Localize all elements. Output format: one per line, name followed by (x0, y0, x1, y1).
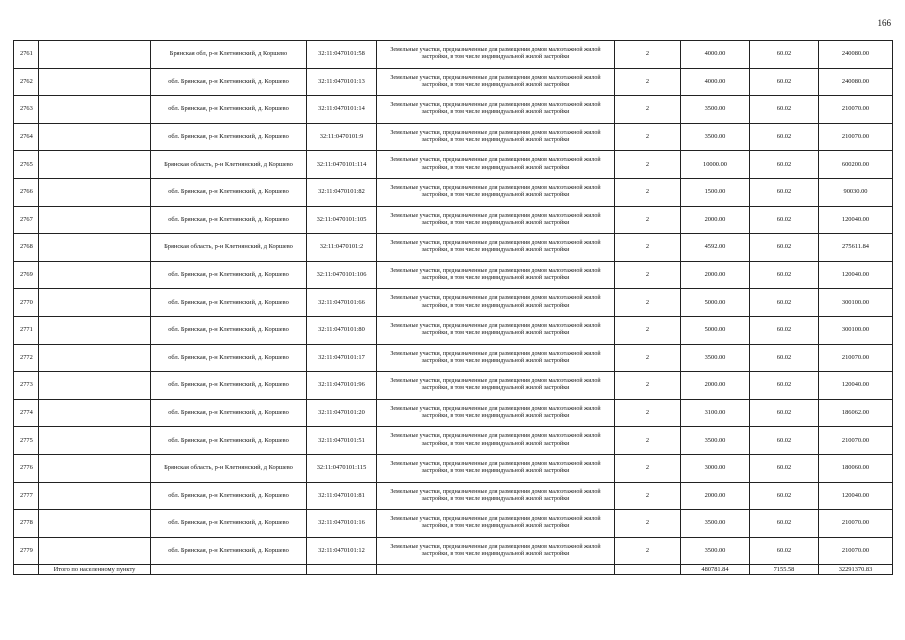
cadastral-value-cell: 600200.00 (819, 151, 893, 179)
area-cell: 10000.00 (681, 151, 750, 179)
rate-cell: 60.02 (750, 289, 819, 317)
row-number: 2776 (14, 454, 39, 482)
row-number: 2761 (14, 41, 39, 69)
row-number: 2775 (14, 427, 39, 455)
category-cell: 2 (615, 123, 681, 151)
address-cell: обл. Брянская, р-н Клетнянский, д. Коршево (151, 399, 307, 427)
empty-cell (39, 261, 151, 289)
cadastral-value-cell: 275611.84 (819, 234, 893, 262)
category-cell: 2 (615, 178, 681, 206)
table-row (14, 234, 893, 262)
empty-cell (39, 41, 151, 69)
cadastral-number-cell: 32:11:0470101:14 (307, 96, 377, 124)
empty-cell (39, 96, 151, 124)
row-number: 2765 (14, 151, 39, 179)
total-empty-cell (377, 565, 615, 575)
table-row (14, 372, 893, 400)
empty-cell (39, 537, 151, 565)
category-cell: 2 (615, 41, 681, 69)
address-cell: Брянская область, р-н Клетнянский, д Коршево (151, 151, 307, 179)
empty-cell (39, 482, 151, 510)
rate-cell: 60.02 (750, 151, 819, 179)
total-area: 480781.84 (681, 565, 750, 575)
cadastral-number-cell: 32:11:0470101:51 (307, 427, 377, 455)
category-cell: 2 (615, 234, 681, 262)
cadastral-number-cell: 32:11:0470101:114 (307, 151, 377, 179)
cadastral-number-cell: 32:11:0470101:81 (307, 482, 377, 510)
land-purpose-cell: Земельные участки, предназначенные для размещения домов малоэтажной жилой застройки, в том числе индивидуальной жилой застройки (377, 206, 615, 234)
total-row (14, 565, 893, 575)
area-cell: 3500.00 (681, 344, 750, 372)
rate-cell: 60.02 (750, 537, 819, 565)
category-cell: 2 (615, 316, 681, 344)
table-row (14, 68, 893, 96)
land-purpose-cell: Земельные участки, предназначенные для размещения домов малоэтажной жилой застройки, в том числе индивидуальной жилой застройки (377, 41, 615, 69)
cadastral-value-cell: 300100.00 (819, 289, 893, 317)
area-cell: 1500.00 (681, 178, 750, 206)
rate-cell: 60.02 (750, 234, 819, 262)
cadastral-number-cell: 32:11:0470101:9 (307, 123, 377, 151)
table-row (14, 316, 893, 344)
land-purpose-cell: Земельные участки, предназначенные для размещения домов малоэтажной жилой застройки, в том числе индивидуальной жилой застройки (377, 482, 615, 510)
total-rate: 7155.58 (750, 565, 819, 575)
address-cell: обл. Брянская, р-н Клетнянский, д. Коршево (151, 427, 307, 455)
rate-cell: 60.02 (750, 372, 819, 400)
address-cell: Брянская область, р-н Клетнянский, д Коршево (151, 454, 307, 482)
address-cell: обл. Брянская, р-н Клетнянский, д. Коршево (151, 96, 307, 124)
empty-cell (39, 234, 151, 262)
cadastral-value-cell: 300100.00 (819, 316, 893, 344)
land-purpose-cell: Земельные участки, предназначенные для размещения домов малоэтажной жилой застройки, в том числе индивидуальной жилой застройки (377, 123, 615, 151)
page-number: 166 (877, 18, 891, 28)
row-number: 2766 (14, 178, 39, 206)
empty-cell (39, 206, 151, 234)
cadastral-number-cell: 32:11:0470101:20 (307, 399, 377, 427)
row-number: 2762 (14, 68, 39, 96)
category-cell: 2 (615, 344, 681, 372)
table-row (14, 261, 893, 289)
rate-cell: 60.02 (750, 261, 819, 289)
category-cell: 2 (615, 289, 681, 317)
row-number: 2763 (14, 96, 39, 124)
rate-cell: 60.02 (750, 316, 819, 344)
rate-cell: 60.02 (750, 399, 819, 427)
cadastral-value-cell: 120040.00 (819, 482, 893, 510)
address-cell: обл. Брянская, р-н Клетнянский, д. Коршево (151, 510, 307, 538)
land-purpose-cell: Земельные участки, предназначенные для размещения домов малоэтажной жилой застройки, в том числе индивидуальной жилой застройки (377, 151, 615, 179)
table-row (14, 178, 893, 206)
area-cell: 5000.00 (681, 316, 750, 344)
area-cell: 5000.00 (681, 289, 750, 317)
cadastral-value-cell: 120040.00 (819, 372, 893, 400)
cadastral-value-cell: 120040.00 (819, 206, 893, 234)
cadastral-number-cell: 32:11:0470101:12 (307, 537, 377, 565)
address-cell: обл. Брянская, р-н Клетнянский, д. Коршево (151, 178, 307, 206)
area-cell: 2000.00 (681, 482, 750, 510)
rate-cell: 60.02 (750, 178, 819, 206)
cadastral-number-cell: 32:11:0470101:115 (307, 454, 377, 482)
category-cell: 2 (615, 372, 681, 400)
empty-cell (39, 178, 151, 206)
address-cell: обл. Брянская, р-н Клетнянский, д. Коршево (151, 482, 307, 510)
row-number: 2777 (14, 482, 39, 510)
table-row (14, 96, 893, 124)
row-number: 2779 (14, 537, 39, 565)
area-cell: 3000.00 (681, 454, 750, 482)
category-cell: 2 (615, 399, 681, 427)
area-cell: 3500.00 (681, 123, 750, 151)
address-cell: обл. Брянская, р-н Клетнянский, д. Коршево (151, 68, 307, 96)
area-cell: 2000.00 (681, 372, 750, 400)
cadastral-value-cell: 120040.00 (819, 261, 893, 289)
area-cell: 3500.00 (681, 427, 750, 455)
empty-cell (39, 372, 151, 400)
category-cell: 2 (615, 427, 681, 455)
land-purpose-cell: Земельные участки, предназначенные для размещения домов малоэтажной жилой застройки, в том числе индивидуальной жилой застройки (377, 427, 615, 455)
cadastral-value-cell: 90030.00 (819, 178, 893, 206)
land-purpose-cell: Земельные участки, предназначенные для размещения домов малоэтажной жилой застройки, в том числе индивидуальной жилой застройки (377, 96, 615, 124)
rate-cell: 60.02 (750, 427, 819, 455)
total-empty-cell (615, 565, 681, 575)
cadastral-value-cell: 180060.00 (819, 454, 893, 482)
address-cell: обл. Брянская, р-н Клетнянский, д. Коршево (151, 261, 307, 289)
rate-cell: 60.02 (750, 206, 819, 234)
rate-cell: 60.02 (750, 482, 819, 510)
area-cell: 2000.00 (681, 261, 750, 289)
land-registry-table (13, 40, 893, 575)
table-row (14, 399, 893, 427)
cadastral-number-cell: 32:11:0470101:58 (307, 41, 377, 69)
category-cell: 2 (615, 537, 681, 565)
table-row (14, 289, 893, 317)
area-cell: 4592.00 (681, 234, 750, 262)
cadastral-number-cell: 32:11:0470101:80 (307, 316, 377, 344)
rate-cell: 60.02 (750, 123, 819, 151)
category-cell: 2 (615, 454, 681, 482)
area-cell: 3500.00 (681, 510, 750, 538)
cadastral-number-cell: 32:11:0470101:106 (307, 261, 377, 289)
row-number: 2767 (14, 206, 39, 234)
empty-cell (39, 123, 151, 151)
row-number: 2770 (14, 289, 39, 317)
empty-cell (39, 289, 151, 317)
total-empty-cell (151, 565, 307, 575)
cadastral-value-cell: 210070.00 (819, 427, 893, 455)
cadastral-number-cell: 32:11:0470101:17 (307, 344, 377, 372)
category-cell: 2 (615, 261, 681, 289)
total-label: Итого по населенному пункту (39, 565, 151, 575)
rate-cell: 60.02 (750, 454, 819, 482)
cadastral-value-cell: 210070.00 (819, 96, 893, 124)
cadastral-number-cell: 32:11:0470101:13 (307, 68, 377, 96)
area-cell: 3500.00 (681, 537, 750, 565)
land-purpose-cell: Земельные участки, предназначенные для размещения домов малоэтажной жилой застройки, в том числе индивидуальной жилой застройки (377, 68, 615, 96)
row-number: 2778 (14, 510, 39, 538)
land-purpose-cell: Земельные участки, предназначенные для размещения домов малоэтажной жилой застройки, в том числе индивидуальной жилой застройки (377, 510, 615, 538)
land-purpose-cell: Земельные участки, предназначенные для размещения домов малоэтажной жилой застройки, в том числе индивидуальной жилой застройки (377, 316, 615, 344)
rate-cell: 60.02 (750, 510, 819, 538)
table-row (14, 427, 893, 455)
category-cell: 2 (615, 151, 681, 179)
address-cell: обл. Брянская, р-н Клетнянский, д. Коршево (151, 316, 307, 344)
cadastral-value-cell: 186062.00 (819, 399, 893, 427)
table-row (14, 482, 893, 510)
land-purpose-cell: Земельные участки, предназначенные для размещения домов малоэтажной жилой застройки, в том числе индивидуальной жилой застройки (377, 537, 615, 565)
empty-cell (39, 510, 151, 538)
row-number: 2768 (14, 234, 39, 262)
address-cell: обл. Брянская, р-н Клетнянский, д. Коршево (151, 206, 307, 234)
cadastral-number-cell: 32:11:0470101:82 (307, 178, 377, 206)
table-row (14, 454, 893, 482)
address-cell: обл. Брянская, р-н Клетнянский, д. Коршево (151, 344, 307, 372)
row-number: 2773 (14, 372, 39, 400)
table-body (14, 41, 893, 565)
cadastral-value-cell: 240080.00 (819, 68, 893, 96)
empty-cell (39, 68, 151, 96)
row-number: 2771 (14, 316, 39, 344)
rate-cell: 60.02 (750, 96, 819, 124)
table-row (14, 123, 893, 151)
land-purpose-cell: Земельные участки, предназначенные для размещения домов малоэтажной жилой застройки, в том числе индивидуальной жилой застройки (377, 372, 615, 400)
empty-cell (39, 427, 151, 455)
empty-cell (39, 454, 151, 482)
land-purpose-cell: Земельные участки, предназначенные для размещения домов малоэтажной жилой застройки, в том числе индивидуальной жилой застройки (377, 234, 615, 262)
row-number: 2772 (14, 344, 39, 372)
table-row (14, 537, 893, 565)
cadastral-value-cell: 210070.00 (819, 344, 893, 372)
land-purpose-cell: Земельные участки, предназначенные для размещения домов малоэтажной жилой застройки, в том числе индивидуальной жилой застройки (377, 289, 615, 317)
area-cell: 3100.00 (681, 399, 750, 427)
category-cell: 2 (615, 510, 681, 538)
cadastral-value-cell: 210070.00 (819, 537, 893, 565)
cadastral-number-cell: 32:11:0470101:96 (307, 372, 377, 400)
table-row (14, 510, 893, 538)
land-purpose-cell: Земельные участки, предназначенные для размещения домов малоэтажной жилой застройки, в том числе индивидуальной жилой застройки (377, 344, 615, 372)
address-cell: обл. Брянская, р-н Клетнянский, д. Коршево (151, 289, 307, 317)
rate-cell: 60.02 (750, 344, 819, 372)
land-purpose-cell: Земельные участки, предназначенные для размещения домов малоэтажной жилой застройки, в том числе индивидуальной жилой застройки (377, 261, 615, 289)
area-cell: 2000.00 (681, 206, 750, 234)
row-number: 2764 (14, 123, 39, 151)
cadastral-value-cell: 210070.00 (819, 123, 893, 151)
table-row (14, 344, 893, 372)
address-cell: обл. Брянская, р-н Клетнянский, д. Коршево (151, 372, 307, 400)
category-cell: 2 (615, 68, 681, 96)
total-empty-cell (307, 565, 377, 575)
table-row (14, 206, 893, 234)
empty-cell (39, 316, 151, 344)
area-cell: 4000.00 (681, 68, 750, 96)
land-purpose-cell: Земельные участки, предназначенные для размещения домов малоэтажной жилой застройки, в том числе индивидуальной жилой застройки (377, 399, 615, 427)
total-empty-cell (14, 565, 39, 575)
table-row (14, 151, 893, 179)
cadastral-number-cell: 32:11:0470101:2 (307, 234, 377, 262)
address-cell: Брянская область, р-н Клетнянский, д Коршево (151, 234, 307, 262)
cadastral-value-cell: 210070.00 (819, 510, 893, 538)
address-cell: Брянская обл, р-н Клетнянский, д Коршево (151, 41, 307, 69)
rate-cell: 60.02 (750, 41, 819, 69)
land-purpose-cell: Земельные участки, предназначенные для размещения домов малоэтажной жилой застройки, в том числе индивидуальной жилой застройки (377, 454, 615, 482)
land-purpose-cell: Земельные участки, предназначенные для размещения домов малоэтажной жилой застройки, в том числе индивидуальной жилой застройки (377, 178, 615, 206)
category-cell: 2 (615, 96, 681, 124)
total-value: 32291370.83 (819, 565, 893, 575)
area-cell: 4000.00 (681, 41, 750, 69)
cadastral-value-cell: 240080.00 (819, 41, 893, 69)
cadastral-number-cell: 32:11:0470101:105 (307, 206, 377, 234)
address-cell: обл. Брянская, р-н Клетнянский, д. Коршево (151, 537, 307, 565)
category-cell: 2 (615, 206, 681, 234)
empty-cell (39, 151, 151, 179)
table-row (14, 41, 893, 69)
empty-cell (39, 399, 151, 427)
empty-cell (39, 344, 151, 372)
category-cell: 2 (615, 482, 681, 510)
row-number: 2774 (14, 399, 39, 427)
row-number: 2769 (14, 261, 39, 289)
area-cell: 3500.00 (681, 96, 750, 124)
rate-cell: 60.02 (750, 68, 819, 96)
address-cell: обл. Брянская, р-н Клетнянский, д. Коршево (151, 123, 307, 151)
cadastral-number-cell: 32:11:0470101:16 (307, 510, 377, 538)
cadastral-number-cell: 32:11:0470101:66 (307, 289, 377, 317)
